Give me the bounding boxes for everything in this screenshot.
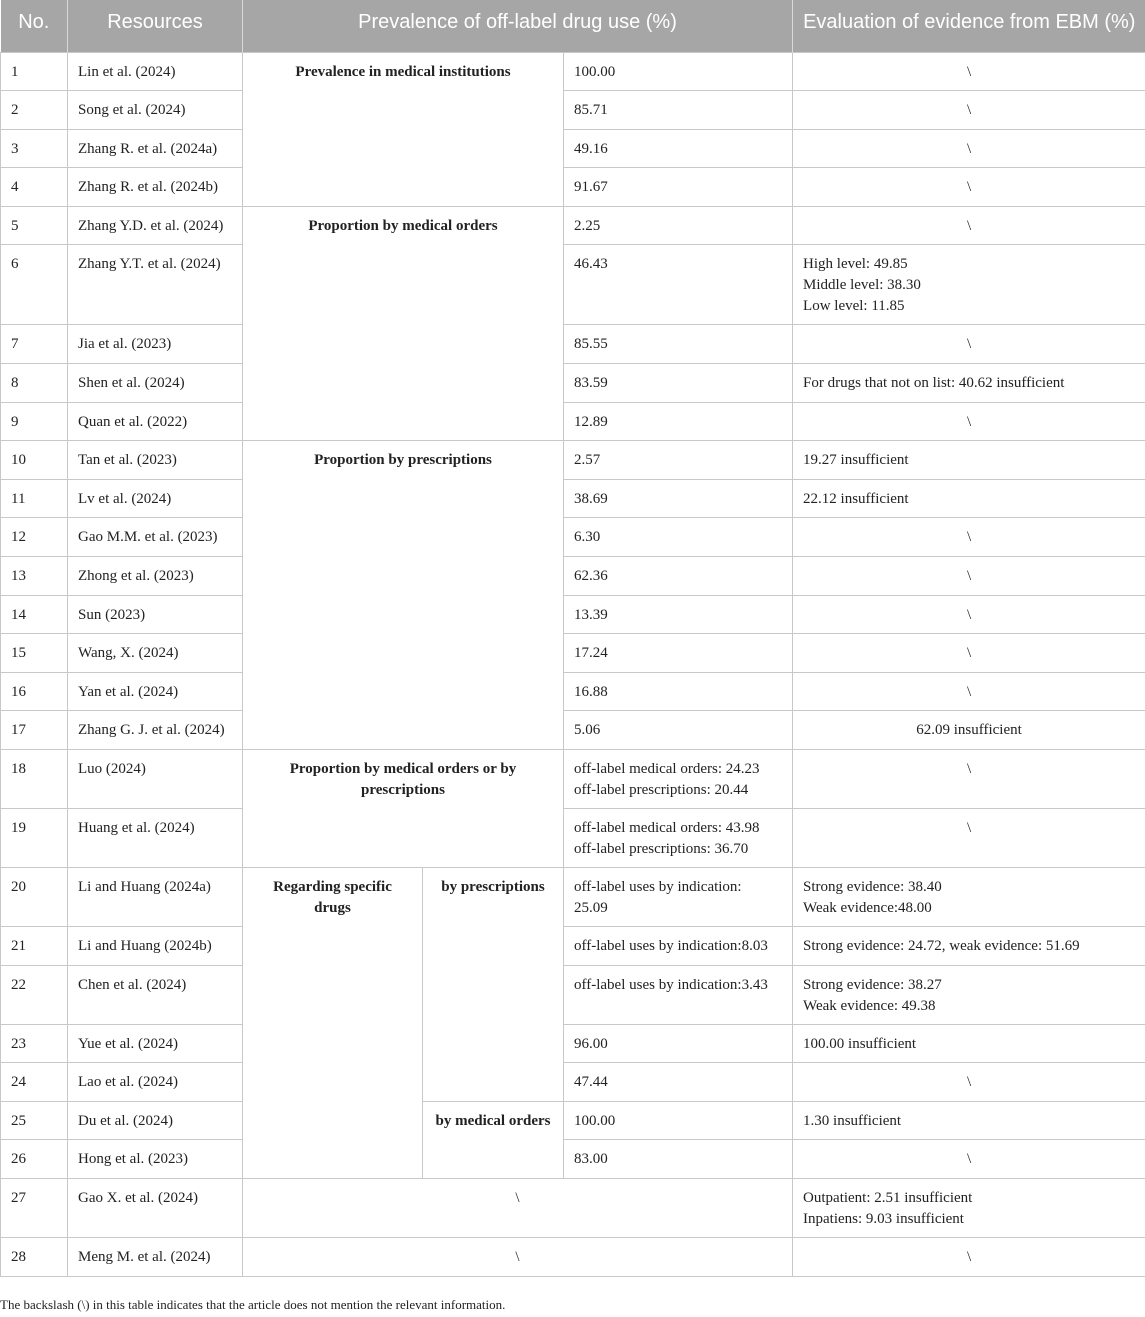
- table-row: [1, 518, 1145, 557]
- row-evaluation: 19.27 insufficient: [793, 441, 1145, 480]
- table-footnote: The backslash (\) in this table indicates that the article does not mention the relevant information.: [0, 1297, 506, 1312]
- row-resource: Luo (2024): [68, 750, 243, 809]
- row-evaluation: \: [793, 129, 1145, 168]
- row-evaluation: Strong evidence: 24.72, weak evidence: 51.69: [793, 927, 1145, 966]
- row-no: 21: [1, 927, 68, 966]
- row-evaluation: \: [793, 402, 1145, 441]
- row-no: 20: [1, 868, 68, 927]
- table-row: [1, 441, 1145, 480]
- row-evaluation: For drugs that not on list: 40.62 insufficient: [793, 364, 1145, 403]
- group-label: Proportion by medical orders or by prescriptions: [243, 750, 564, 868]
- row-prevalence: 5.06: [564, 711, 793, 750]
- row-resource: Lao et al. (2024): [68, 1063, 243, 1102]
- table-row: [1, 325, 1145, 364]
- row-evaluation: 1.30 insufficient: [793, 1101, 1145, 1140]
- row-evaluation: \: [793, 206, 1145, 245]
- row-evaluation: \: [793, 1063, 1145, 1102]
- table-row: [1, 634, 1145, 673]
- row-no: 16: [1, 672, 68, 711]
- row-no: 10: [1, 441, 68, 480]
- row-evaluation: \: [793, 168, 1145, 207]
- row-no: 28: [1, 1237, 68, 1276]
- row-prevalence: 96.00: [564, 1024, 793, 1063]
- header-evaluation: Evaluation of evidence from EBM (%): [793, 0, 1145, 52]
- row-no: 24: [1, 1063, 68, 1102]
- group-label: Regarding specific drugs: [243, 868, 423, 1179]
- row-resource: Quan et al. (2022): [68, 402, 243, 441]
- row-prevalence: 38.69: [564, 479, 793, 518]
- table-row: [1, 672, 1145, 711]
- row-prevalence: 6.30: [564, 518, 793, 557]
- row-evaluation: Strong evidence: 38.27 Weak evidence: 49.38: [793, 965, 1145, 1024]
- row-prevalence: 100.00: [564, 52, 793, 91]
- table-row: [1, 557, 1145, 596]
- row-no: 1: [1, 52, 68, 91]
- row-resource: Zhong et al. (2023): [68, 557, 243, 596]
- table-row: [1, 479, 1145, 518]
- row-no: 2: [1, 91, 68, 130]
- header-prevalence: Prevalence of off-label drug use (%): [243, 0, 793, 52]
- row-no: 12: [1, 518, 68, 557]
- row-resource: Du et al. (2024): [68, 1101, 243, 1140]
- group-label: \: [243, 1237, 793, 1276]
- table-row: [1, 402, 1145, 441]
- row-resource: Lin et al. (2024): [68, 52, 243, 91]
- row-resource: Sun (2023): [68, 595, 243, 634]
- row-evaluation: \: [793, 1140, 1145, 1179]
- row-no: 3: [1, 129, 68, 168]
- row-resource: Meng M. et al. (2024): [68, 1237, 243, 1276]
- row-evaluation: 100.00 insufficient: [793, 1024, 1145, 1063]
- row-prevalence: 83.59: [564, 364, 793, 403]
- row-prevalence: 46.43: [564, 245, 793, 325]
- row-evaluation: \: [793, 52, 1145, 91]
- row-no: 9: [1, 402, 68, 441]
- table-row: [1, 1024, 1145, 1063]
- group-label: Prevalence in medical institutions: [243, 52, 564, 206]
- table-row: [1, 52, 1145, 91]
- table-row: [1, 206, 1145, 245]
- row-evaluation: \: [793, 91, 1145, 130]
- row-evaluation: \: [793, 595, 1145, 634]
- table-row: [1, 129, 1145, 168]
- row-resource: Chen et al. (2024): [68, 965, 243, 1024]
- table-row: [1, 1101, 1145, 1140]
- table-row: [1, 750, 1145, 809]
- row-prevalence: 85.71: [564, 91, 793, 130]
- row-resource: Zhang G. J. et al. (2024): [68, 711, 243, 750]
- row-evaluation: \: [793, 672, 1145, 711]
- table-row: [1, 965, 1145, 1024]
- row-prevalence: 49.16: [564, 129, 793, 168]
- table-row: [1, 809, 1145, 868]
- row-evaluation: \: [793, 557, 1145, 596]
- table-row: [1, 1178, 1145, 1237]
- row-prevalence: off-label medical orders: 43.98 off-label prescriptions: 36.70: [564, 809, 793, 868]
- row-prevalence: 47.44: [564, 1063, 793, 1102]
- subgroup-label: by medical orders: [423, 1101, 564, 1178]
- row-resource: Hong et al. (2023): [68, 1140, 243, 1179]
- table-row: [1, 927, 1145, 966]
- row-evaluation: 62.09 insufficient: [793, 711, 1145, 750]
- row-resource: Tan et al. (2023): [68, 441, 243, 480]
- row-resource: Yan et al. (2024): [68, 672, 243, 711]
- table-row: [1, 595, 1145, 634]
- row-no: 5: [1, 206, 68, 245]
- row-no: 15: [1, 634, 68, 673]
- row-no: 6: [1, 245, 68, 325]
- row-resource: Song et al. (2024): [68, 91, 243, 130]
- row-evaluation: Strong evidence: 38.40 Weak evidence:48.00: [793, 868, 1145, 927]
- row-evaluation: \: [793, 634, 1145, 673]
- header-no: No.: [1, 0, 68, 52]
- row-prevalence: 62.36: [564, 557, 793, 596]
- row-resource: Zhang Y.T. et al. (2024): [68, 245, 243, 325]
- row-prevalence: 12.89: [564, 402, 793, 441]
- table-row: [1, 1063, 1145, 1102]
- header-resources: Resources: [68, 0, 243, 52]
- row-prevalence: off-label uses by indication:3.43: [564, 965, 793, 1024]
- table-row: [1, 364, 1145, 403]
- row-no: 13: [1, 557, 68, 596]
- table-row: [1, 1237, 1145, 1276]
- row-no: 11: [1, 479, 68, 518]
- group-label: Proportion by prescriptions: [243, 441, 564, 750]
- row-resource: Yue et al. (2024): [68, 1024, 243, 1063]
- table-row: [1, 168, 1145, 207]
- row-resource: Gao X. et al. (2024): [68, 1178, 243, 1237]
- row-resource: Jia et al. (2023): [68, 325, 243, 364]
- row-evaluation: \: [793, 750, 1145, 809]
- row-evaluation: 22.12 insufficient: [793, 479, 1145, 518]
- row-prevalence: off-label uses by indication:8.03: [564, 927, 793, 966]
- group-label: \: [243, 1178, 793, 1237]
- row-no: 8: [1, 364, 68, 403]
- table-row: [1, 91, 1145, 130]
- row-resource: Gao M.M. et al. (2023): [68, 518, 243, 557]
- row-evaluation: \: [793, 1237, 1145, 1276]
- table-row: [1, 711, 1145, 750]
- row-prevalence: 2.57: [564, 441, 793, 480]
- row-no: 25: [1, 1101, 68, 1140]
- row-prevalence: 91.67: [564, 168, 793, 207]
- row-no: 27: [1, 1178, 68, 1237]
- row-resource: Li and Huang (2024a): [68, 868, 243, 927]
- row-prevalence: 13.39: [564, 595, 793, 634]
- row-resource: Zhang R. et al. (2024b): [68, 168, 243, 207]
- row-evaluation: High level: 49.85 Middle level: 38.30 Low level: 11.85: [793, 245, 1145, 325]
- row-resource: Shen et al. (2024): [68, 364, 243, 403]
- row-resource: Li and Huang (2024b): [68, 927, 243, 966]
- row-prevalence: off-label medical orders: 24.23 off-label prescriptions: 20.44: [564, 750, 793, 809]
- row-no: 14: [1, 595, 68, 634]
- subgroup-label: by prescriptions: [423, 868, 564, 1102]
- row-evaluation: \: [793, 809, 1145, 868]
- row-no: 18: [1, 750, 68, 809]
- row-prevalence: 16.88: [564, 672, 793, 711]
- row-resource: Zhang R. et al. (2024a): [68, 129, 243, 168]
- row-no: 19: [1, 809, 68, 868]
- row-prevalence: 100.00: [564, 1101, 793, 1140]
- row-prevalence: 17.24: [564, 634, 793, 673]
- table-row: [1, 245, 1145, 325]
- row-no: 23: [1, 1024, 68, 1063]
- group-label: Proportion by medical orders: [243, 206, 564, 440]
- row-resource: Wang, X. (2024): [68, 634, 243, 673]
- row-resource: Huang et al. (2024): [68, 809, 243, 868]
- row-no: 4: [1, 168, 68, 207]
- row-prevalence: 85.55: [564, 325, 793, 364]
- row-no: 26: [1, 1140, 68, 1179]
- row-resource: Zhang Y.D. et al. (2024): [68, 206, 243, 245]
- row-prevalence: off-label uses by indication: 25.09: [564, 868, 793, 927]
- row-no: 7: [1, 325, 68, 364]
- row-resource: Lv et al. (2024): [68, 479, 243, 518]
- table-row: [1, 1140, 1145, 1179]
- table-header-row: [1, 0, 1145, 52]
- table-row: [1, 868, 1145, 927]
- row-evaluation: Outpatient: 2.51 insufficient Inpatiens: 9.03 insufficient: [793, 1178, 1145, 1237]
- row-evaluation: \: [793, 325, 1145, 364]
- row-prevalence: 83.00: [564, 1140, 793, 1179]
- row-no: 17: [1, 711, 68, 750]
- row-evaluation: \: [793, 518, 1145, 557]
- row-no: 22: [1, 965, 68, 1024]
- row-prevalence: 2.25: [564, 206, 793, 245]
